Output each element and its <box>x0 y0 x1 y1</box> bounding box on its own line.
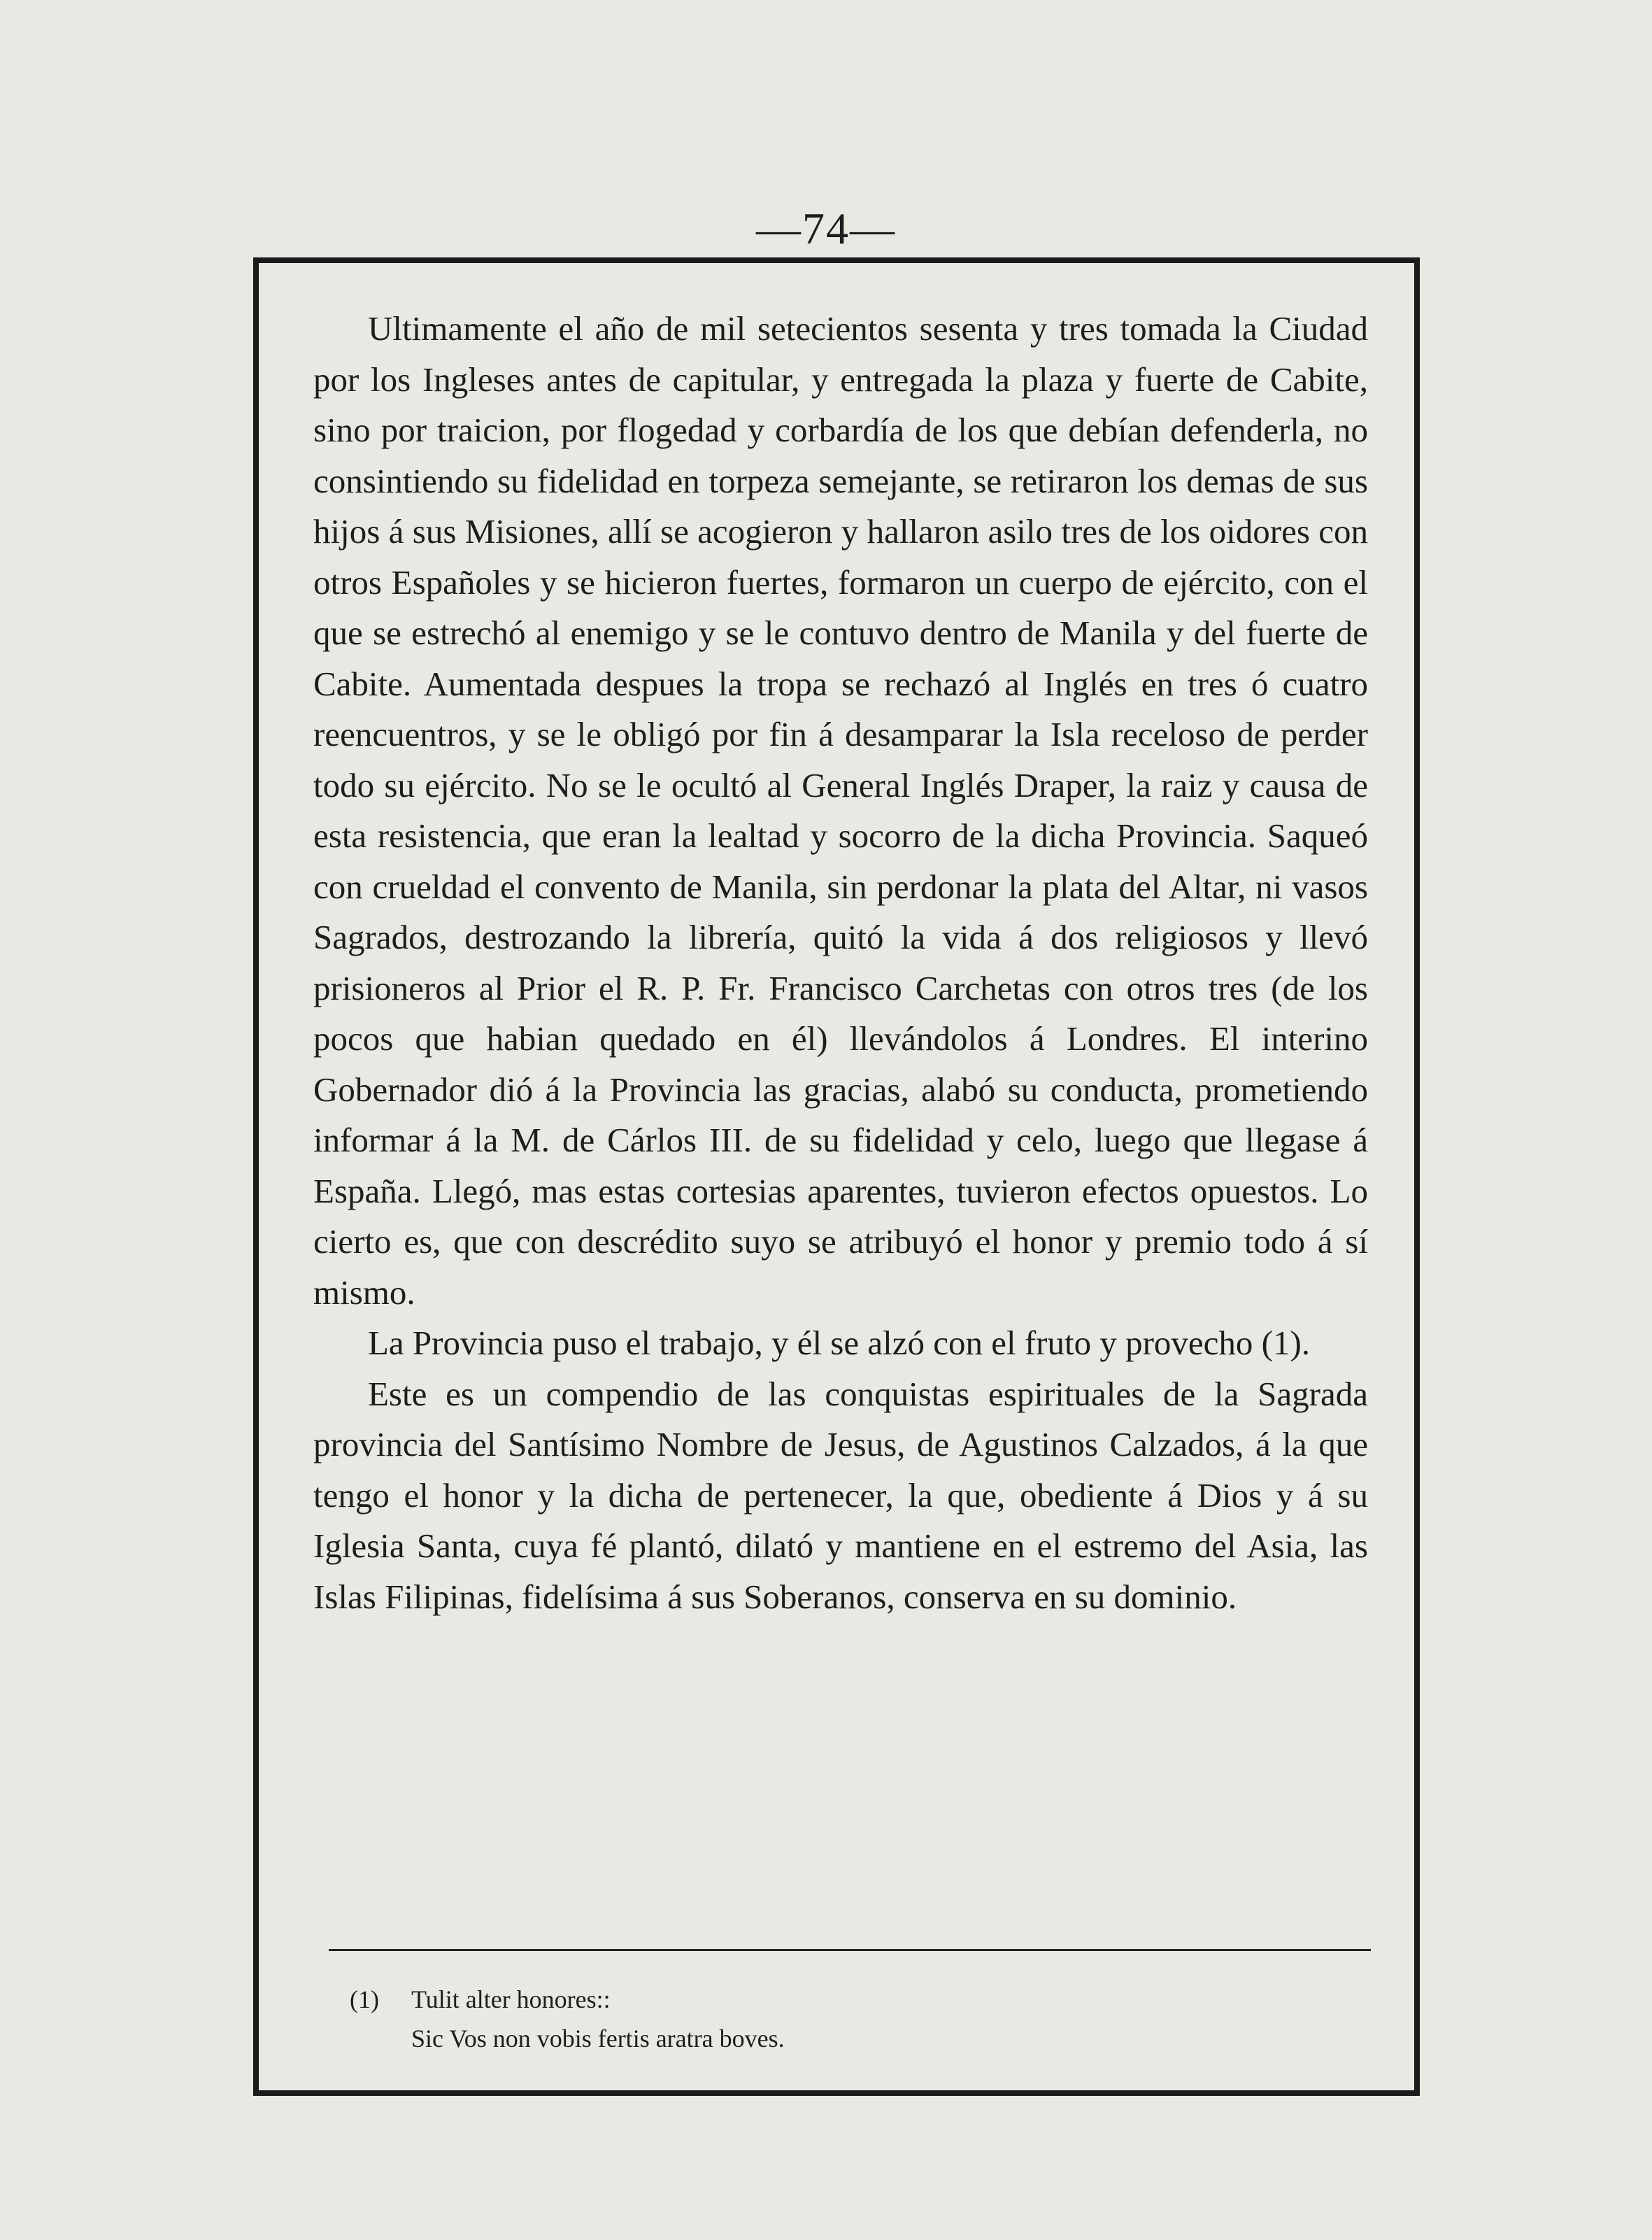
footnote-marker: (1) <box>350 1985 379 2013</box>
paragraph-1: Ultimamente el año de mil setecientos sesenta y tres tomada la Ciudad por los Ingleses antes de capitular, y entregada la plaza y fuerte de Cabite, sino por traicion, por flogedad y corbardía de los que debían defenderla, no consintiendo su fidelidad en torpeza semejante, se retiraron los demas de sus hijos á sus Misiones, allí se acogieron y hallaron asilo tres de los oidores con otros Españoles y se hicieron fuertes, formaron un cuerpo de ejército, con el que se estrechó al enemigo y se le contuvo dentro de Manila y del fuerte de Cabite. Aumentada despues la tropa se rechazó al Inglés en tres ó cuatro reencuentros, y se le obligó por fin á desamparar la Isla receloso de perder todo su ejército. No se le ocultó al General Inglés Draper, la raiz y causa de esta resistencia, que eran la lealtad y socorro de la dicha Provincia. Saqueó con crueldad el convento de Manila, sin perdonar la plata del Altar, ni vasos Sagrados, destrozando la librería, quitó la vida á dos religiosos y llevó prisioneros al Prior el R. P. Fr. Francisco Carchetas con otros tres (de los pocos que habian quedado en él) llevándolos á Londres. El interino Gobernador dió á la Provincia las gracias, alabó su conducta, prometiendo informar á la M. de Cárlos III. de su fidelidad y celo, luego que llegase á España. Llegó, mas estas cortesias aparentes, tuvieron efectos opuestos. Lo cierto es, que con descrédito suyo se atribuyó el honor y premio todo á sí mismo. <box>313 309 1368 1312</box>
paragraph-3: Este es un compendio de las conquistas espirituales de la Sagrada provincia del Santísimo Nombre de Jesus, de Agustinos Calzados, á la que tengo el honor y la dicha de pertenecer, la que, obediente á Dios y á su Iglesia Santa, cuya fé plantó, dilató y mantiene en el estremo del Asia, las Islas Filipinas, fidelísima á sus Soberanos, conserva en su dominio. <box>313 1374 1368 1616</box>
page-number: —74— <box>756 204 896 253</box>
footnote-text-2: Sic Vos non vobis fertis aratra boves. <box>411 2025 785 2053</box>
footnote-divider <box>329 1949 1371 1951</box>
footnote-text-1: Tulit alter honores:: <box>411 1985 611 2013</box>
footnote <box>350 1980 1329 2058</box>
paragraph-2: La Provincia puso el trabajo, y él se alzó con el fruto y provecho (1). <box>368 1324 1311 1362</box>
footnote-line-1 <box>350 1980 1329 2019</box>
body-text <box>313 304 1368 1622</box>
footnote-line-2 <box>350 2019 1329 2058</box>
